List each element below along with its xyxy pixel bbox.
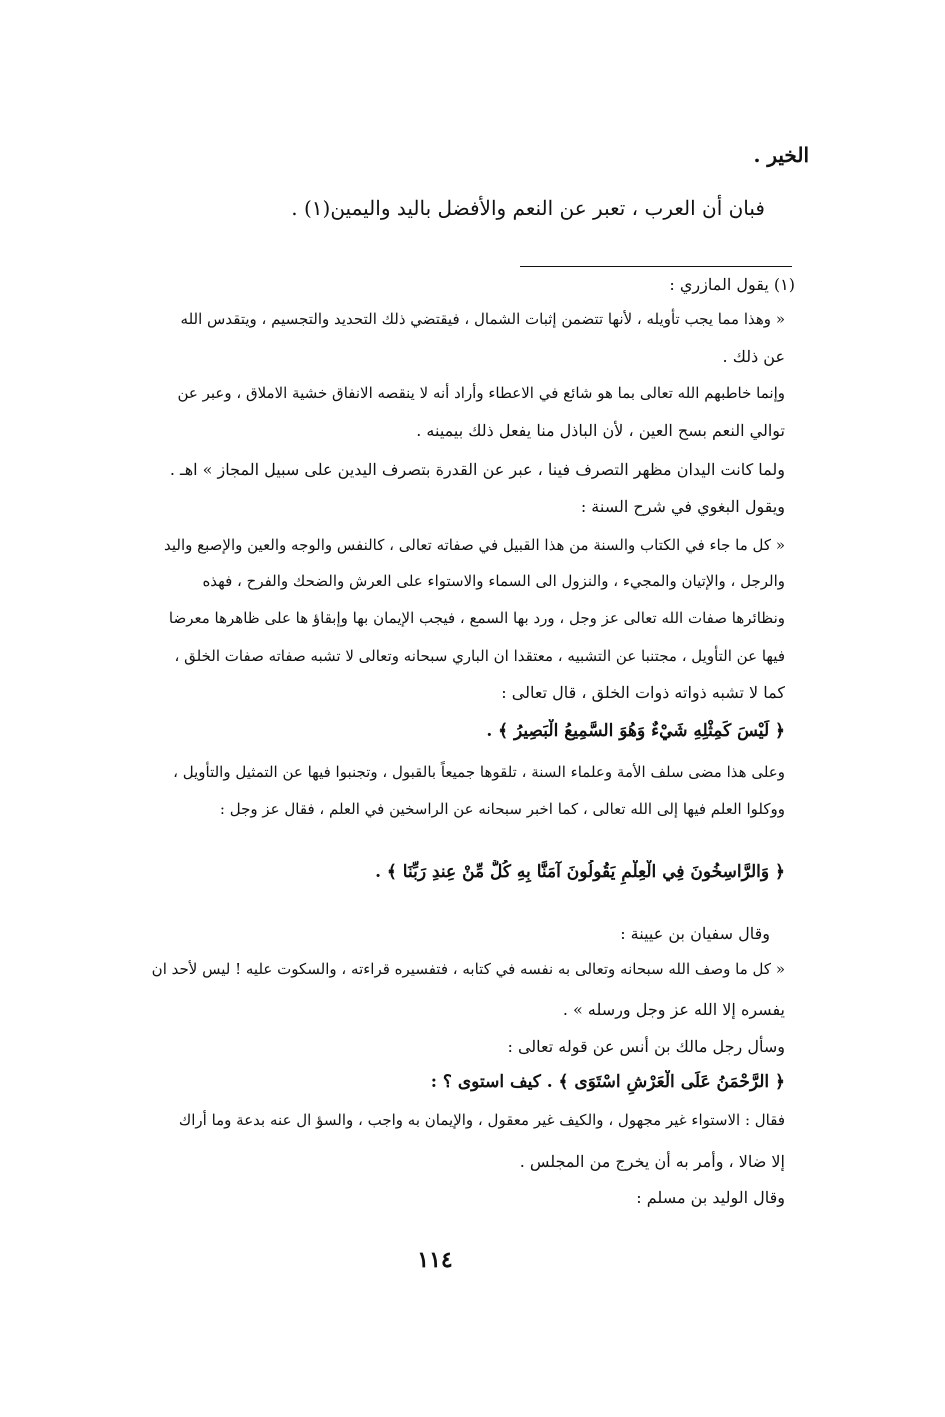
footnote-line: يفسره إلا الله عز وجل ورسله » .	[562, 1000, 785, 1019]
footnote-line: « كل ما جاء في الكتاب والسنة من هذا القبيل في صفاته تعالى ، كالنفس والوجه والعين والإصبع واليد	[164, 536, 785, 554]
page-number: ١١٤	[417, 1247, 453, 1273]
footnote-line: وسأل رجل مالك بن أنس عن قوله تعالى :	[507, 1037, 785, 1056]
footnote-line: ويقول البغوي في شرح السنة :	[580, 497, 785, 516]
footnote-line: عن ذلك .	[722, 347, 785, 366]
footnote-line: وإنما خاطبهم الله تعالى بما هو شائع في الاعطاء وأراد أنه لا ينقصه الانفاق خشية الاملاق ، وعبر عن	[177, 384, 785, 402]
footnote-line: إلا ضالا ، وأمر به أن يخرج من المجلس .	[519, 1152, 785, 1171]
footnote-line: وعلى هذا مضى سلف الأمة وعلماء السنة ، تلقوها جميعاً بالقبول ، وتجنبوا فيها عن التمثيل والتأويل ،	[173, 763, 785, 781]
footnote-line: ووكلوا العلم فيها إلى الله تعالى ، كما اخبر سبحانه عن الراسخين في العلم ، فقال عز وجل :	[219, 800, 785, 818]
footnote-line: فيها عن التأويل ، مجتنبا عن التشبيه ، معتقدا ان الباري سبحانه وتعالى لا تشبه صفاته صفات الخلق ،	[174, 647, 785, 665]
quran-verse: ﴿ لَيْسَ كَمِثْلِهِ شَيْءٌ وَهُوَ السَّمِيعُ الْبَصِيرُ ﴾ .	[486, 721, 785, 741]
main-text-line-2: فبان أن العرب ، تعبر عن النعم والأفضل باليد واليمين(١) .	[291, 196, 765, 220]
footnote-line: (١) يقول المازري :	[669, 275, 795, 294]
footnote-line: « وهذا مما يجب تأويله ، لأنها تتضمن إثبات الشمال ، فيقتضي ذلك التحديد والتجسيم ، ويتقدس الله	[180, 310, 785, 328]
footnote-separator	[520, 266, 792, 267]
footnote-line: « كل ما وصف الله سبحانه وتعالى به نفسه في كتابه ، فتفسيره قراءته ، والسكوت عليه ! ليس لأحد ان	[151, 960, 785, 978]
quran-verse: ﴿ الرَّحْمَنُ عَلَى الْعَرْشِ اسْتَوَى ﴾ . كيف استوى ؟ :	[430, 1072, 785, 1092]
footnote-line: وقال سفيان بن عيينة :	[620, 924, 770, 943]
main-text-line-1: الخير .	[753, 143, 809, 167]
footnote-line: والرجل ، والإتيان والمجيء ، والنزول الى السماء والاستواء على العرش والضحك والفرح ، فهذه	[202, 572, 785, 590]
footnote-line: ونظائرها صفات الله تعالى عز وجل ، ورد بها السمع ، فيجب الإيمان بها وإبقاؤ ها على ظاهرها معرضا	[168, 609, 785, 627]
footnote-line: توالي النعم بسح العين ، لأن الباذل منا يفعل ذلك بيمينه .	[416, 421, 785, 440]
quran-verse: ﴿ وَالرَّاسِخُونَ فِي الْعِلْمِ يَقُولُونَ آمَنَّا بِهِ كُلٌّ مِّنْ عِندِ رَبِّنَا ﴾ .	[375, 862, 785, 882]
footnote-line: وقال الوليد بن مسلم :	[636, 1188, 785, 1207]
footnote-line: ولما كانت اليدان مظهر التصرف فينا ، عبر عن القدرة بتصرف اليدين على سبيل المجاز » اهـ .	[169, 460, 785, 479]
footnote-line: فقال : الاستواء غير مجهول ، والكيف غير معقول ، والإيمان به واجب ، والسؤ ال عنه بدعة وما أراك	[178, 1111, 785, 1129]
footnote-line: كما لا تشبه ذواته ذوات الخلق ، قال تعالى :	[501, 683, 785, 702]
